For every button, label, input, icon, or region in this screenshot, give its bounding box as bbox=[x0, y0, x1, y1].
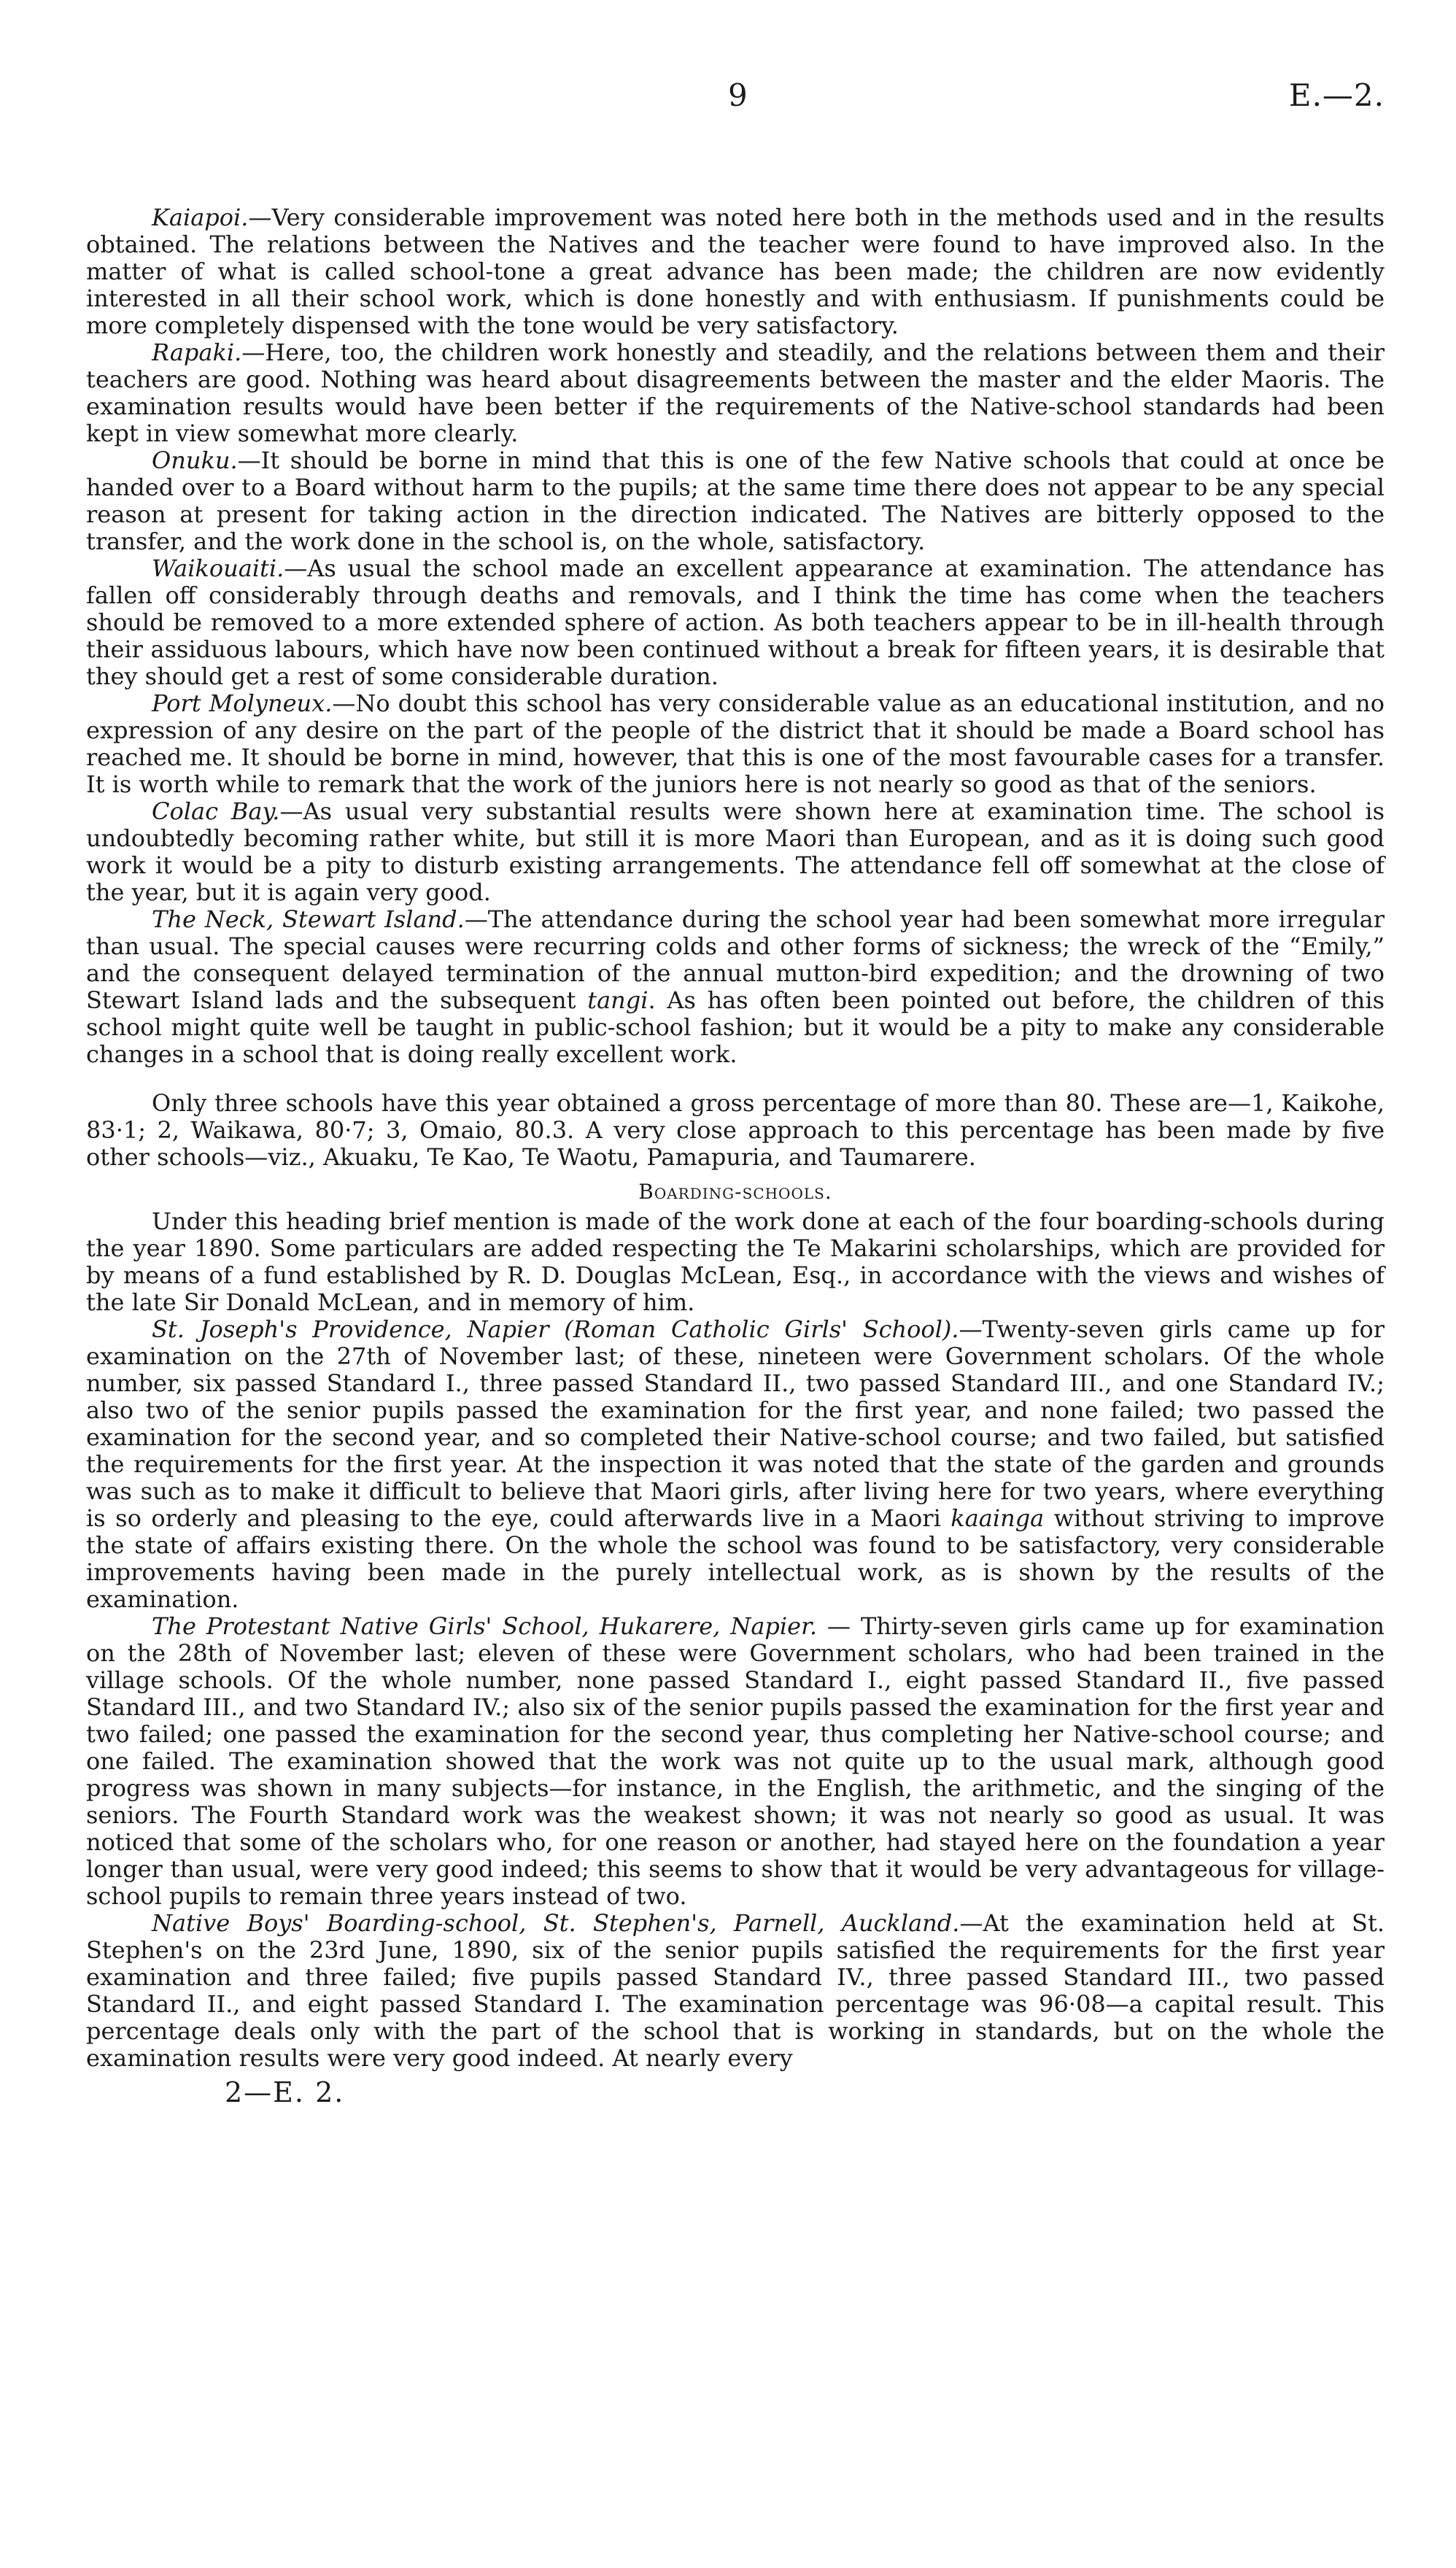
paragraph-lead: St. Joseph's Providence, Napier (Roman Catholic Girls' School). bbox=[152, 1315, 959, 1343]
paragraph-italic-word: tangi bbox=[587, 986, 648, 1014]
paragraph-text: —Twenty-seven girls came up for examination on the 27th of November last; of these, nineteen were Government scholars. Of the whole number, six passed Standard I., three passed Standard II., two passed Standard III., and one Standard IV.; also two of the senior pupils passed the examination for the first year, and none failed; two passed the examination for the second year, and so completed their Native-school course; and two failed, but satisfied the requirements for the first year. At the inspection it was noted that the state of the garden and grounds was such as to make it difficult to believe that Maori girls, after living here for two years, where everything is so orderly and pleasing to the eye, could afterwards live in a Maori bbox=[86, 1315, 1385, 1532]
paragraph-port-molyneux bbox=[86, 690, 1385, 798]
paragraph-colac-bay bbox=[86, 798, 1385, 906]
paragraph-text: . As has often been pointed out before, the children of this school might quite well be taught in public-school fashion; but it would be a pity to make any considerable changes in a school that is doing really excellent work. bbox=[86, 986, 1385, 1068]
summary-paragraph: Only three schools have this year obtained a gross percentage of more than 80. These are—1, Kaikohe, 83·1; 2, Waikawa, 80·7; 3, Omaio, 80.3. A very close approach to this percentage has been made by five other schools—viz., Akuaku, Te Kao, Te Waotu, Pamapuria, and Taumarere. bbox=[86, 1089, 1385, 1171]
paragraph-lead: Kaiapoi. bbox=[152, 204, 249, 231]
paragraph-lead: Rapaki. bbox=[152, 339, 242, 366]
page-number: 9 bbox=[728, 77, 748, 113]
paragraph-text: —No doubt this school has very considerable value as an educational institution, and no expression of any desire on the part of the people of the district that it should be made a Board school has reached me. It should be borne in mind, however, that this is one of the most favourable cases for a transfer. It is worth while to remark that the work of the juniors here is not nearly so good as that of the seniors. bbox=[86, 689, 1385, 798]
paragraph-text: —As usual very substantial results were shown here at examination time. The school is undoubtedly becoming rather white, but still it is more Maori than European, and as it is doing such good work it would be a pity to disturb existing arrangements. The attendance fell off somewhat at the close of the year, but it is again very good. bbox=[86, 797, 1385, 906]
paragraph-text: —Here, too, the children work honestly and steadily, and the relations between them and their teachers are good. Nothing was heard about disagreements between the master and the elder Maoris. The examination results would have been better if the requirements of the Native-school standards had been kept in view somewhat more clearly. bbox=[86, 339, 1385, 447]
page-header bbox=[86, 73, 1385, 131]
footer-signature: 2—E. 2. bbox=[225, 2076, 345, 2108]
paragraph-text: —The attendance during the school year had been somewhat more irregular than usual. The special causes were recurring colds and other forms of sickness; the wreck of the “Emily,” and the consequent delayed termination of the annual mutton-bird expedition; and the drowning of two Stewart Island lads and the subsequent bbox=[86, 905, 1385, 1014]
paragraph-kaiapoi bbox=[86, 204, 1385, 339]
paragraph-lead: Onuku. bbox=[152, 446, 238, 474]
paragraph-text: —It should be borne in mind that this is one of the few Native schools that could at once be handed over to a Board without harm to the pupils; at the same time there does not appear to be any special reason at present for taking action in the direction indicated. The Natives are bitterly opposed to the transfer, and the work done in the school is, on the whole, satisfactory. bbox=[86, 446, 1385, 555]
paragraph-lead: The Neck, Stewart Island. bbox=[152, 905, 465, 933]
paragraph-onuku bbox=[86, 447, 1385, 555]
paragraph-text: —At the examination held at St. Stephen's on the 23rd June, 1890, six of the senior pupils satisfied the requirements for the first year examination and three failed; five pupils passed Standard IV., three passed Standard III., two passed Standard II., and eight passed Standard I. The examination percentage was 96·08—a capital result. This percentage deals only with the part of the school that is working in standards, but on the whole the examination results were very good indeed. At nearly every bbox=[86, 1909, 1385, 2072]
section-heading: Boarding-schools. bbox=[638, 1180, 832, 1204]
paragraph-lead: Native Boys' Boarding-school, St. Stephen's, Parnell, Auckland. bbox=[152, 1909, 960, 1937]
section-intro: Under this heading brief mention is made of the work done at each of the four boarding-schools during the year 1890. Some particulars are added respecting the Te Makarini scholarships, which are provided for by means of a fund established by R. D. Douglas McLean, Esq., in accordance with the views and wishes of the late Sir Donald McLean, and in memory of him. bbox=[86, 1207, 1385, 1316]
paragraph-hukarere bbox=[86, 1613, 1385, 1910]
paragraph-lead: Waikouaiti. bbox=[152, 554, 284, 582]
paragraph-rapaki bbox=[86, 339, 1385, 447]
document-body bbox=[86, 204, 1385, 2106]
paragraph-lead: Port Molyneux. bbox=[152, 689, 333, 717]
paragraph-italic-word: kaainga bbox=[950, 1504, 1045, 1532]
document-reference: E.—2. bbox=[1288, 77, 1385, 113]
paragraph-waikouaiti bbox=[86, 555, 1385, 690]
paragraph-lead: Colac Bay. bbox=[152, 797, 280, 825]
paragraph-st-stephens bbox=[86, 1910, 1385, 2072]
document-page bbox=[86, 73, 1385, 2106]
paragraph-the-neck bbox=[86, 906, 1385, 1068]
paragraph-text: without striving to improve the state of affairs existing there. On the whole the school was found to be satisfactory, very considerable improvements having been made in the purely intellectual work, as is shown by the results of the examination. bbox=[86, 1504, 1385, 1613]
paragraph-st-josephs bbox=[86, 1316, 1385, 1613]
paragraph-text: —As usual the school made an excellent appearance at examination. The attendance has fallen off considerably through deaths and removals, and I think the time has come when the teachers should be removed to a more extended sphere of action. As both teachers appear to be in ill-health through their assiduous labours, which have now been continued without a break for fifteen years, it is desirable that they should get a rest of some considerable duration. bbox=[86, 554, 1385, 690]
paragraph-text: — Thirty-seven girls came up for examination on the 28th of November last; eleven of these were Government scholars, who had been trained in the village schools. Of the whole number, none passed Standard I., eight passed Standard II., five passed Standard III., and two Standard IV.; also six of the senior pupils passed the examination for the first year and two failed; one passed the examination for the second year, thus completing her Native-school course; and one failed. The examination showed that the work was not quite up to the usual mark, although good progress was shown in many subjects—for instance, in the English, the arithmetic, and the singing of the seniors. The Fourth Standard work was the weakest shown; it was not nearly so good as usual. It was noticed that some of the scholars who, for one reason or another, had stayed here on the foundation a year longer than usual, were very good indeed; this seems to show that it would be very advantageous for village-school pupils to remain three years instead of two. bbox=[86, 1612, 1385, 1910]
paragraph-lead: The Protestant Native Girls' School, Hukarere, Napier. bbox=[152, 1612, 818, 1640]
paragraph-text: —Very considerable improvement was noted here both in the methods used and in the results obtained. The relations between the Natives and the teacher were found to have improved also. In the matter of what is called school-tone a great advance has been made; the children are now evidently interested in all their school work, which is done honestly and with enthusiasm. If punishments could be more completely dispensed with the tone would be very satisfactory. bbox=[86, 204, 1385, 339]
